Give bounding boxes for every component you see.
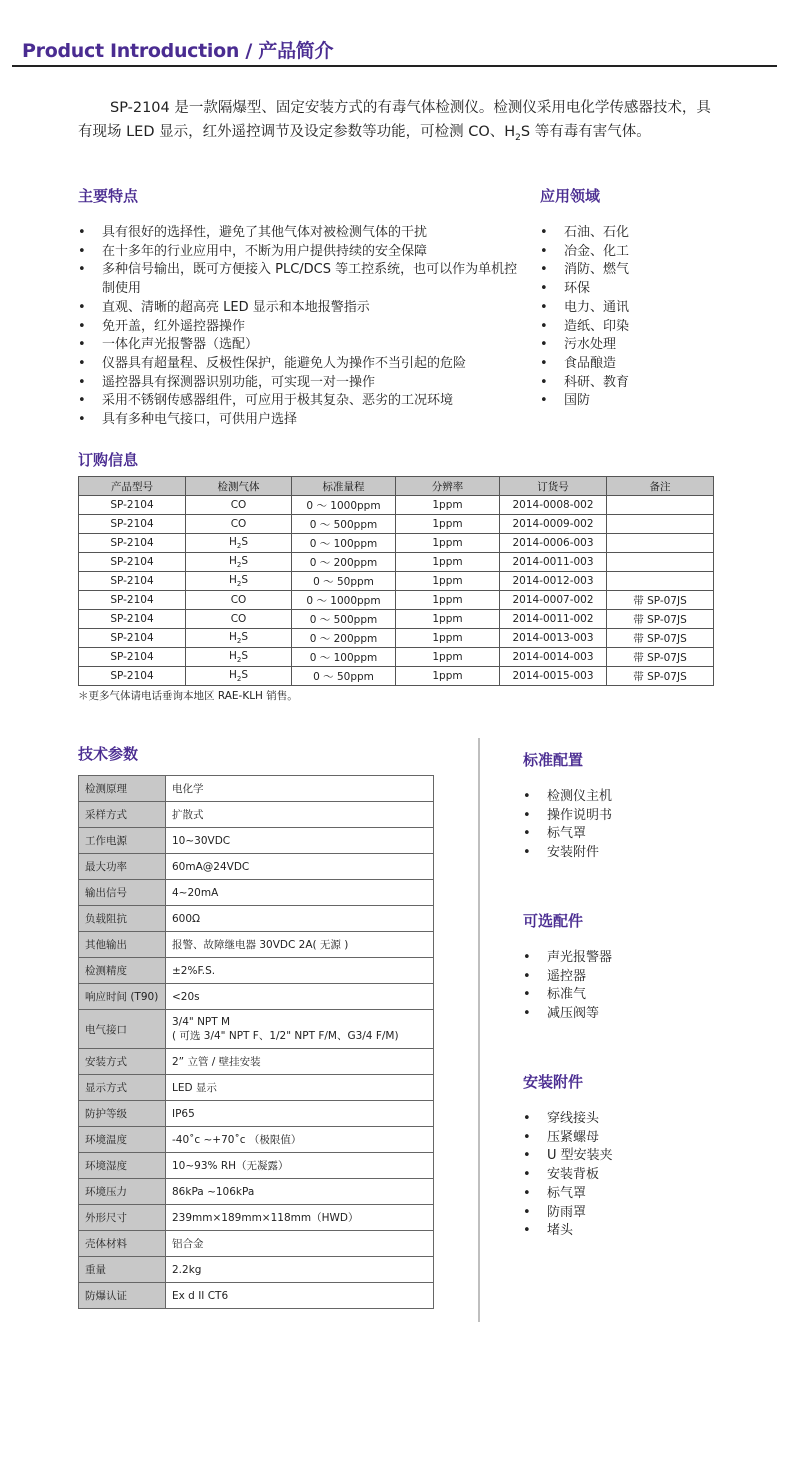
feature-item: • 具有多种电气接口，可供用户选择 <box>78 411 518 430</box>
application-item: • 食品酿造 <box>540 355 700 374</box>
model-cell: SP-2104 <box>79 572 186 591</box>
spec-value-cell <box>166 802 434 828</box>
spec-value-cell <box>166 854 434 880</box>
order-number-cell: 2014-0008-002 <box>500 496 607 515</box>
spec-row <box>79 1231 434 1257</box>
gas-formula-tail: S <box>241 554 249 567</box>
remark-cell: 带 SP-07JS <box>607 667 714 686</box>
column-header: 分辨率 <box>396 477 500 496</box>
spec-value: 600Ω <box>172 912 201 925</box>
spec-value: 86kPa ~106kPa <box>172 1185 255 1198</box>
gas-formula: H <box>228 535 237 548</box>
column-header: 检测气体 <box>186 477 292 496</box>
gas-formula: CO <box>230 613 247 625</box>
gas-formula-tail: S <box>241 668 249 681</box>
application-item: • 污水处理 <box>540 336 700 355</box>
order-number-cell: 2014-0015-003 <box>500 667 607 686</box>
spec-row <box>79 984 434 1010</box>
resolution-cell: 1ppm <box>396 572 500 591</box>
gas-formula-tail: S <box>241 649 249 662</box>
standard-config-list <box>523 788 723 863</box>
application-item: • 冶金、化工 <box>540 243 700 262</box>
gas-cell <box>186 534 292 553</box>
install-parts-heading: 安装附件 <box>523 1073 584 1091</box>
gas-subscript: 2 <box>236 580 242 589</box>
spec-label: 防爆认证 <box>79 1283 166 1309</box>
gas-subscript: 2 <box>236 561 242 570</box>
application-item: • 国防 <box>540 392 700 411</box>
range-cell: 0 ～ 500ppm <box>292 515 396 534</box>
intro-paragraph <box>78 96 718 150</box>
remark-cell: 带 SP-07JS <box>607 629 714 648</box>
spec-value: 10~93% RH（无凝露） <box>172 1159 289 1172</box>
spec-value-cell <box>166 1075 434 1101</box>
install-part-item: • 防雨罩 <box>523 1204 723 1223</box>
spec-value: 扩散式 <box>172 808 204 821</box>
order-number-cell: 2014-0012-003 <box>500 572 607 591</box>
spec-row <box>79 932 434 958</box>
spec-label: 其他输出 <box>79 932 166 958</box>
feature-item: • 采用不锈钢传感器组件，可应用于极其复杂、恶劣的工况环境 <box>78 392 518 411</box>
gas-cell <box>186 629 292 648</box>
remark-cell <box>607 572 714 591</box>
install-part-item: • 安装背板 <box>523 1166 723 1185</box>
gas-cell <box>186 667 292 686</box>
model-cell: SP-2104 <box>79 553 186 572</box>
spec-label: 环境压力 <box>79 1179 166 1205</box>
spec-row <box>79 1179 434 1205</box>
standard-config-item: • 操作说明书 <box>523 807 723 826</box>
spec-row <box>79 802 434 828</box>
page-title: Product Introduction / 产品简介 <box>22 40 334 62</box>
application-item: • 电力、通讯 <box>540 299 700 318</box>
install-parts-list <box>523 1110 723 1241</box>
ordering-heading: 订购信息 <box>78 451 139 469</box>
range-cell: 0 ～ 1000ppm <box>292 496 396 515</box>
spec-value-cell <box>166 958 434 984</box>
spec-row <box>79 828 434 854</box>
feature-item: • 具有很好的选择性，避免了其他气体对被检测气体的干扰 <box>78 224 518 243</box>
spec-value: 3/4" NPT M <box>172 1016 231 1028</box>
gas-subscript: 2 <box>236 542 242 551</box>
spec-label: 安装方式 <box>79 1049 166 1075</box>
standard-config-item: • 安装附件 <box>523 844 723 863</box>
spec-row <box>79 880 434 906</box>
spec-row <box>79 776 434 802</box>
spec-value-cell <box>166 1231 434 1257</box>
order-number-cell: 2014-0006-003 <box>500 534 607 553</box>
specs-heading: 技术参数 <box>78 745 139 763</box>
model-cell: SP-2104 <box>79 629 186 648</box>
gas-formula: CO <box>230 518 247 530</box>
spec-row <box>79 1010 434 1049</box>
features-list <box>78 224 518 430</box>
resolution-cell: 1ppm <box>396 591 500 610</box>
table-row <box>79 496 714 515</box>
model-cell: SP-2104 <box>79 496 186 515</box>
table-row <box>79 610 714 629</box>
spec-value: ±2%F.S. <box>172 964 216 977</box>
spec-value-cell <box>166 906 434 932</box>
column-header: 产品型号 <box>79 477 186 496</box>
spec-value: 2” 立管 / 壁挂安装 <box>172 1055 261 1068</box>
optional-part-item: • 声光报警器 <box>523 949 723 968</box>
table-row <box>79 515 714 534</box>
ordering-header-row <box>79 477 714 496</box>
order-number-cell: 2014-0011-002 <box>500 610 607 629</box>
spec-value-cell <box>166 932 434 958</box>
resolution-cell: 1ppm <box>396 629 500 648</box>
optional-part-item: • 标准气 <box>523 986 723 1005</box>
column-header: 标准量程 <box>292 477 396 496</box>
gas-formula: H <box>228 554 237 567</box>
spec-row <box>79 1127 434 1153</box>
model-cell: SP-2104 <box>79 534 186 553</box>
spec-label: 响应时间 (T90) <box>79 984 166 1010</box>
spec-row <box>79 1257 434 1283</box>
spec-value: -40˚c ~+70˚c （极限值） <box>172 1133 302 1146</box>
model-cell: SP-2104 <box>79 591 186 610</box>
spec-value-cell <box>166 776 434 802</box>
spec-row <box>79 906 434 932</box>
spec-label: 电气接口 <box>79 1010 166 1049</box>
gas-subscript: 2 <box>236 675 242 684</box>
spec-value-cell <box>166 880 434 906</box>
gas-formula: CO <box>230 499 247 511</box>
intro-text: SP-2104 是一款隔爆型、固定安装方式的有毒气体检测仪。检测仪采用电化学传感器技术，具有现场 LED 显示，红外遥控调节及设定参数等功能，可检测 CO、H <box>78 100 711 140</box>
order-number-cell: 2014-0011-003 <box>500 553 607 572</box>
spec-row <box>79 1075 434 1101</box>
spec-value: 报警、故障继电器 30VDC 2A( 无源 ) <box>172 938 349 951</box>
spec-label: 防护等级 <box>79 1101 166 1127</box>
range-cell: 0 ～ 200ppm <box>292 629 396 648</box>
spec-label: 负载阻抗 <box>79 906 166 932</box>
spec-value-cell <box>166 1205 434 1231</box>
gas-cell <box>186 610 292 629</box>
title-divider <box>12 65 777 67</box>
optional-part-item: • 遥控器 <box>523 968 723 987</box>
gas-cell <box>186 591 292 610</box>
resolution-cell: 1ppm <box>396 648 500 667</box>
spec-value: 239mm×189mm×118mm（HWD） <box>172 1211 359 1224</box>
range-cell: 0 ～ 500ppm <box>292 610 396 629</box>
spec-label: 环境温度 <box>79 1127 166 1153</box>
column-header: 备注 <box>607 477 714 496</box>
spec-value: 2.2kg <box>172 1263 202 1276</box>
install-part-item: • 堵头 <box>523 1222 723 1241</box>
spec-value: LED 显示 <box>172 1081 217 1094</box>
standard-config-heading: 标准配置 <box>523 751 584 769</box>
spec-row <box>79 1101 434 1127</box>
column-divider <box>478 738 480 1322</box>
spec-row <box>79 1205 434 1231</box>
spec-value: 铝合金 <box>172 1237 204 1250</box>
feature-item: • 一体化声光报警器（选配） <box>78 336 518 355</box>
remark-cell: 带 SP-07JS <box>607 610 714 629</box>
spec-value: 60mA@24VDC <box>172 860 250 873</box>
spec-value-cell <box>166 1283 434 1309</box>
spec-label: 外形尺寸 <box>79 1205 166 1231</box>
gas-subscript: 2 <box>236 656 242 665</box>
table-row <box>79 534 714 553</box>
spec-value: <20s <box>172 990 200 1003</box>
spec-value-cell <box>166 1179 434 1205</box>
spec-value-cell <box>166 1257 434 1283</box>
ordering-note: ＊更多气体请电话垂询本地区 RAE-KLH 销售。 <box>78 690 298 702</box>
table-row <box>79 591 714 610</box>
gas-cell <box>186 515 292 534</box>
spec-value: IP65 <box>172 1107 195 1120</box>
order-number-cell: 2014-0009-002 <box>500 515 607 534</box>
spec-value: 10~30VDC <box>172 834 231 847</box>
spec-value-cell <box>166 1127 434 1153</box>
spec-label: 输出信号 <box>79 880 166 906</box>
standard-config-item: • 检测仪主机 <box>523 788 723 807</box>
range-cell: 0 ～ 100ppm <box>292 648 396 667</box>
spec-label: 工作电源 <box>79 828 166 854</box>
gas-formula: H <box>228 573 237 586</box>
application-item: • 造纸、印染 <box>540 318 700 337</box>
remark-cell <box>607 534 714 553</box>
remark-cell: 带 SP-07JS <box>607 648 714 667</box>
spec-label: 显示方式 <box>79 1075 166 1101</box>
standard-config-item: • 标气罩 <box>523 825 723 844</box>
resolution-cell: 1ppm <box>396 534 500 553</box>
model-cell: SP-2104 <box>79 515 186 534</box>
gas-formula-tail: S <box>241 573 249 586</box>
ordering-table <box>78 476 714 686</box>
install-part-item: • 压紧螺母 <box>523 1129 723 1148</box>
spec-row <box>79 1153 434 1179</box>
feature-item: • 多种信号输出，既可方便接入 PLC/DCS 等工控系统，也可以作为单机控制使用 <box>78 261 518 298</box>
spec-value-cell <box>166 828 434 854</box>
column-header: 订货号 <box>500 477 607 496</box>
gas-formula: H <box>228 630 237 643</box>
spec-value: 4~20mA <box>172 886 219 899</box>
install-part-item: • 穿线接头 <box>523 1110 723 1129</box>
applications-heading: 应用领域 <box>540 187 601 205</box>
spec-value-extra: ( 可选 3/4" NPT F、1/2" NPT F/M、G3/4 F/M) <box>172 1030 399 1042</box>
resolution-cell: 1ppm <box>396 496 500 515</box>
spec-label: 检测精度 <box>79 958 166 984</box>
features-heading: 主要特点 <box>78 187 139 205</box>
gas-formula-tail: S <box>241 630 249 643</box>
model-cell: SP-2104 <box>79 648 186 667</box>
gas-cell <box>186 572 292 591</box>
range-cell: 0 ～ 50ppm <box>292 667 396 686</box>
spec-label: 环境湿度 <box>79 1153 166 1179</box>
range-cell: 0 ～ 50ppm <box>292 572 396 591</box>
order-number-cell: 2014-0007-002 <box>500 591 607 610</box>
gas-formula: CO <box>230 594 247 606</box>
spec-value: 电化学 <box>172 782 204 795</box>
spec-label: 重量 <box>79 1257 166 1283</box>
remark-cell <box>607 496 714 515</box>
resolution-cell: 1ppm <box>396 667 500 686</box>
spec-value-cell <box>166 1010 434 1049</box>
optional-parts-heading: 可选配件 <box>523 912 584 930</box>
order-number-cell: 2014-0014-003 <box>500 648 607 667</box>
spec-row <box>79 854 434 880</box>
remark-cell <box>607 553 714 572</box>
range-cell: 0 ～ 200ppm <box>292 553 396 572</box>
table-row <box>79 553 714 572</box>
spec-value-cell <box>166 1153 434 1179</box>
feature-item: • 在十多年的行业应用中，不断为用户提供持续的安全保障 <box>78 243 518 262</box>
remark-cell <box>607 515 714 534</box>
gas-cell <box>186 648 292 667</box>
application-item: • 石油、石化 <box>540 224 700 243</box>
table-row <box>79 572 714 591</box>
feature-item: • 免开盖，红外遥控器操作 <box>78 318 518 337</box>
application-item: • 环保 <box>540 280 700 299</box>
install-part-item: • U 型安装夹 <box>523 1147 723 1166</box>
model-cell: SP-2104 <box>79 667 186 686</box>
remark-cell: 带 SP-07JS <box>607 591 714 610</box>
spec-row <box>79 1049 434 1075</box>
resolution-cell: 1ppm <box>396 515 500 534</box>
spec-value-cell <box>166 984 434 1010</box>
gas-formula: H <box>228 649 237 662</box>
range-cell: 0 ～ 100ppm <box>292 534 396 553</box>
optional-parts-list <box>523 949 723 1024</box>
gas-formula-tail: S <box>241 535 249 548</box>
spec-row <box>79 958 434 984</box>
gas-cell <box>186 553 292 572</box>
resolution-cell: 1ppm <box>396 610 500 629</box>
table-row <box>79 667 714 686</box>
gas-subscript: 2 <box>236 637 242 646</box>
model-cell: SP-2104 <box>79 610 186 629</box>
spec-label: 检测原理 <box>79 776 166 802</box>
feature-item: • 仪器具有超量程、反极性保护，能避免人为操作不当引起的危险 <box>78 355 518 374</box>
spec-label: 采样方式 <box>79 802 166 828</box>
order-number-cell: 2014-0013-003 <box>500 629 607 648</box>
specs-table <box>78 775 434 1309</box>
install-part-item: • 标气罩 <box>523 1185 723 1204</box>
spec-value-cell <box>166 1049 434 1075</box>
optional-part-item: • 减压阀等 <box>523 1005 723 1024</box>
gas-cell <box>186 496 292 515</box>
application-item: • 消防、燃气 <box>540 261 700 280</box>
spec-row <box>79 1283 434 1309</box>
spec-label: 壳体材料 <box>79 1231 166 1257</box>
range-cell: 0 ～ 1000ppm <box>292 591 396 610</box>
gas-formula: H <box>228 668 237 681</box>
applications-list <box>540 224 700 411</box>
feature-item: • 直观、清晰的超高亮 LED 显示和本地报警指示 <box>78 299 518 318</box>
spec-label: 最大功率 <box>79 854 166 880</box>
intro-subscript: 2 <box>515 132 521 143</box>
spec-value: Ex d II CT6 <box>172 1289 229 1302</box>
application-item: • 科研、教育 <box>540 374 700 393</box>
table-row <box>79 648 714 667</box>
resolution-cell: 1ppm <box>396 553 500 572</box>
spec-value-cell <box>166 1101 434 1127</box>
feature-item: • 遥控器具有探测器识别功能，可实现一对一操作 <box>78 374 518 393</box>
intro-text-tail: S 等有毒有害气体。 <box>520 124 651 140</box>
table-row <box>79 629 714 648</box>
